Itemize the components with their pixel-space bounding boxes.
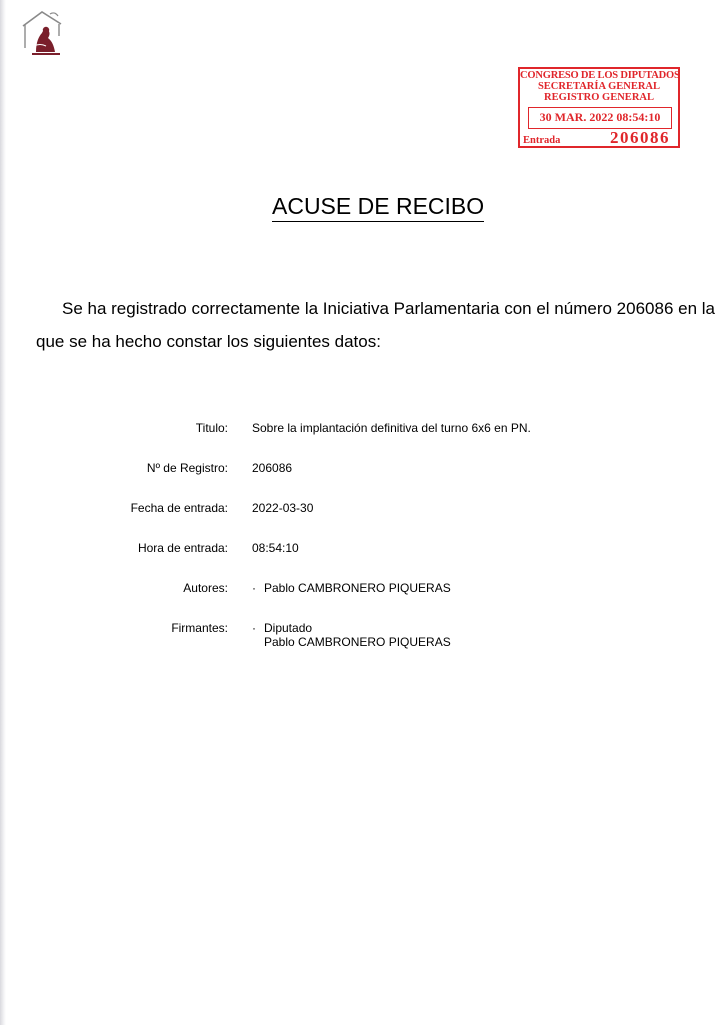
hora-value: 08:54:10 [252,541,299,555]
stamp-entrada-label: Entrada [523,135,561,146]
firmantes-item [252,621,451,649]
intro-paragraph: Se ha registrado correctamente la Iniciativa Parlamentaria con el número 206086 en la que se ha hecho constar los siguientes datos: [36,299,715,351]
stamp-institution: CONGRESO DE LOS DIPUTADOS [520,70,680,81]
titulo-value: Sobre la implantación definitiva del turno 6x6 en PN. [252,421,531,435]
stamp-datetime: 30 MAR. 2022 08:54:10 [528,107,672,129]
stamp-entrada-number: 206086 [566,129,674,148]
autores-item [252,581,451,595]
firmantes-label: Firmantes: [171,621,228,635]
page-edge-shadow [0,0,6,1025]
firmantes-role: Diputado [264,621,313,635]
congreso-logo-icon [20,8,66,58]
autores-label: Autores: [183,581,228,595]
registration-stamp [518,67,680,148]
firmantes-bullet: · [252,621,256,635]
page-title: ACUSE DE RECIBO [272,192,484,222]
firmantes-name: Pablo CAMBRONERO PIQUERAS [264,635,451,649]
fecha-value: 2022-03-30 [252,501,314,515]
stamp-registry: REGISTRO GENERAL [544,92,654,103]
stamp-secretariat: SECRETARÍA GENERAL [537,81,661,92]
hora-label: Hora de entrada: [137,541,228,555]
registro-label: Nº de Registro: [146,461,228,475]
registro-value: 206086 [252,461,293,475]
titulo-label: Titulo: [195,421,228,435]
autores-bullet: · [252,581,256,595]
autores-value: Pablo CAMBRONERO PIQUERAS [264,581,451,595]
fecha-label: Fecha de entrada: [130,501,228,515]
